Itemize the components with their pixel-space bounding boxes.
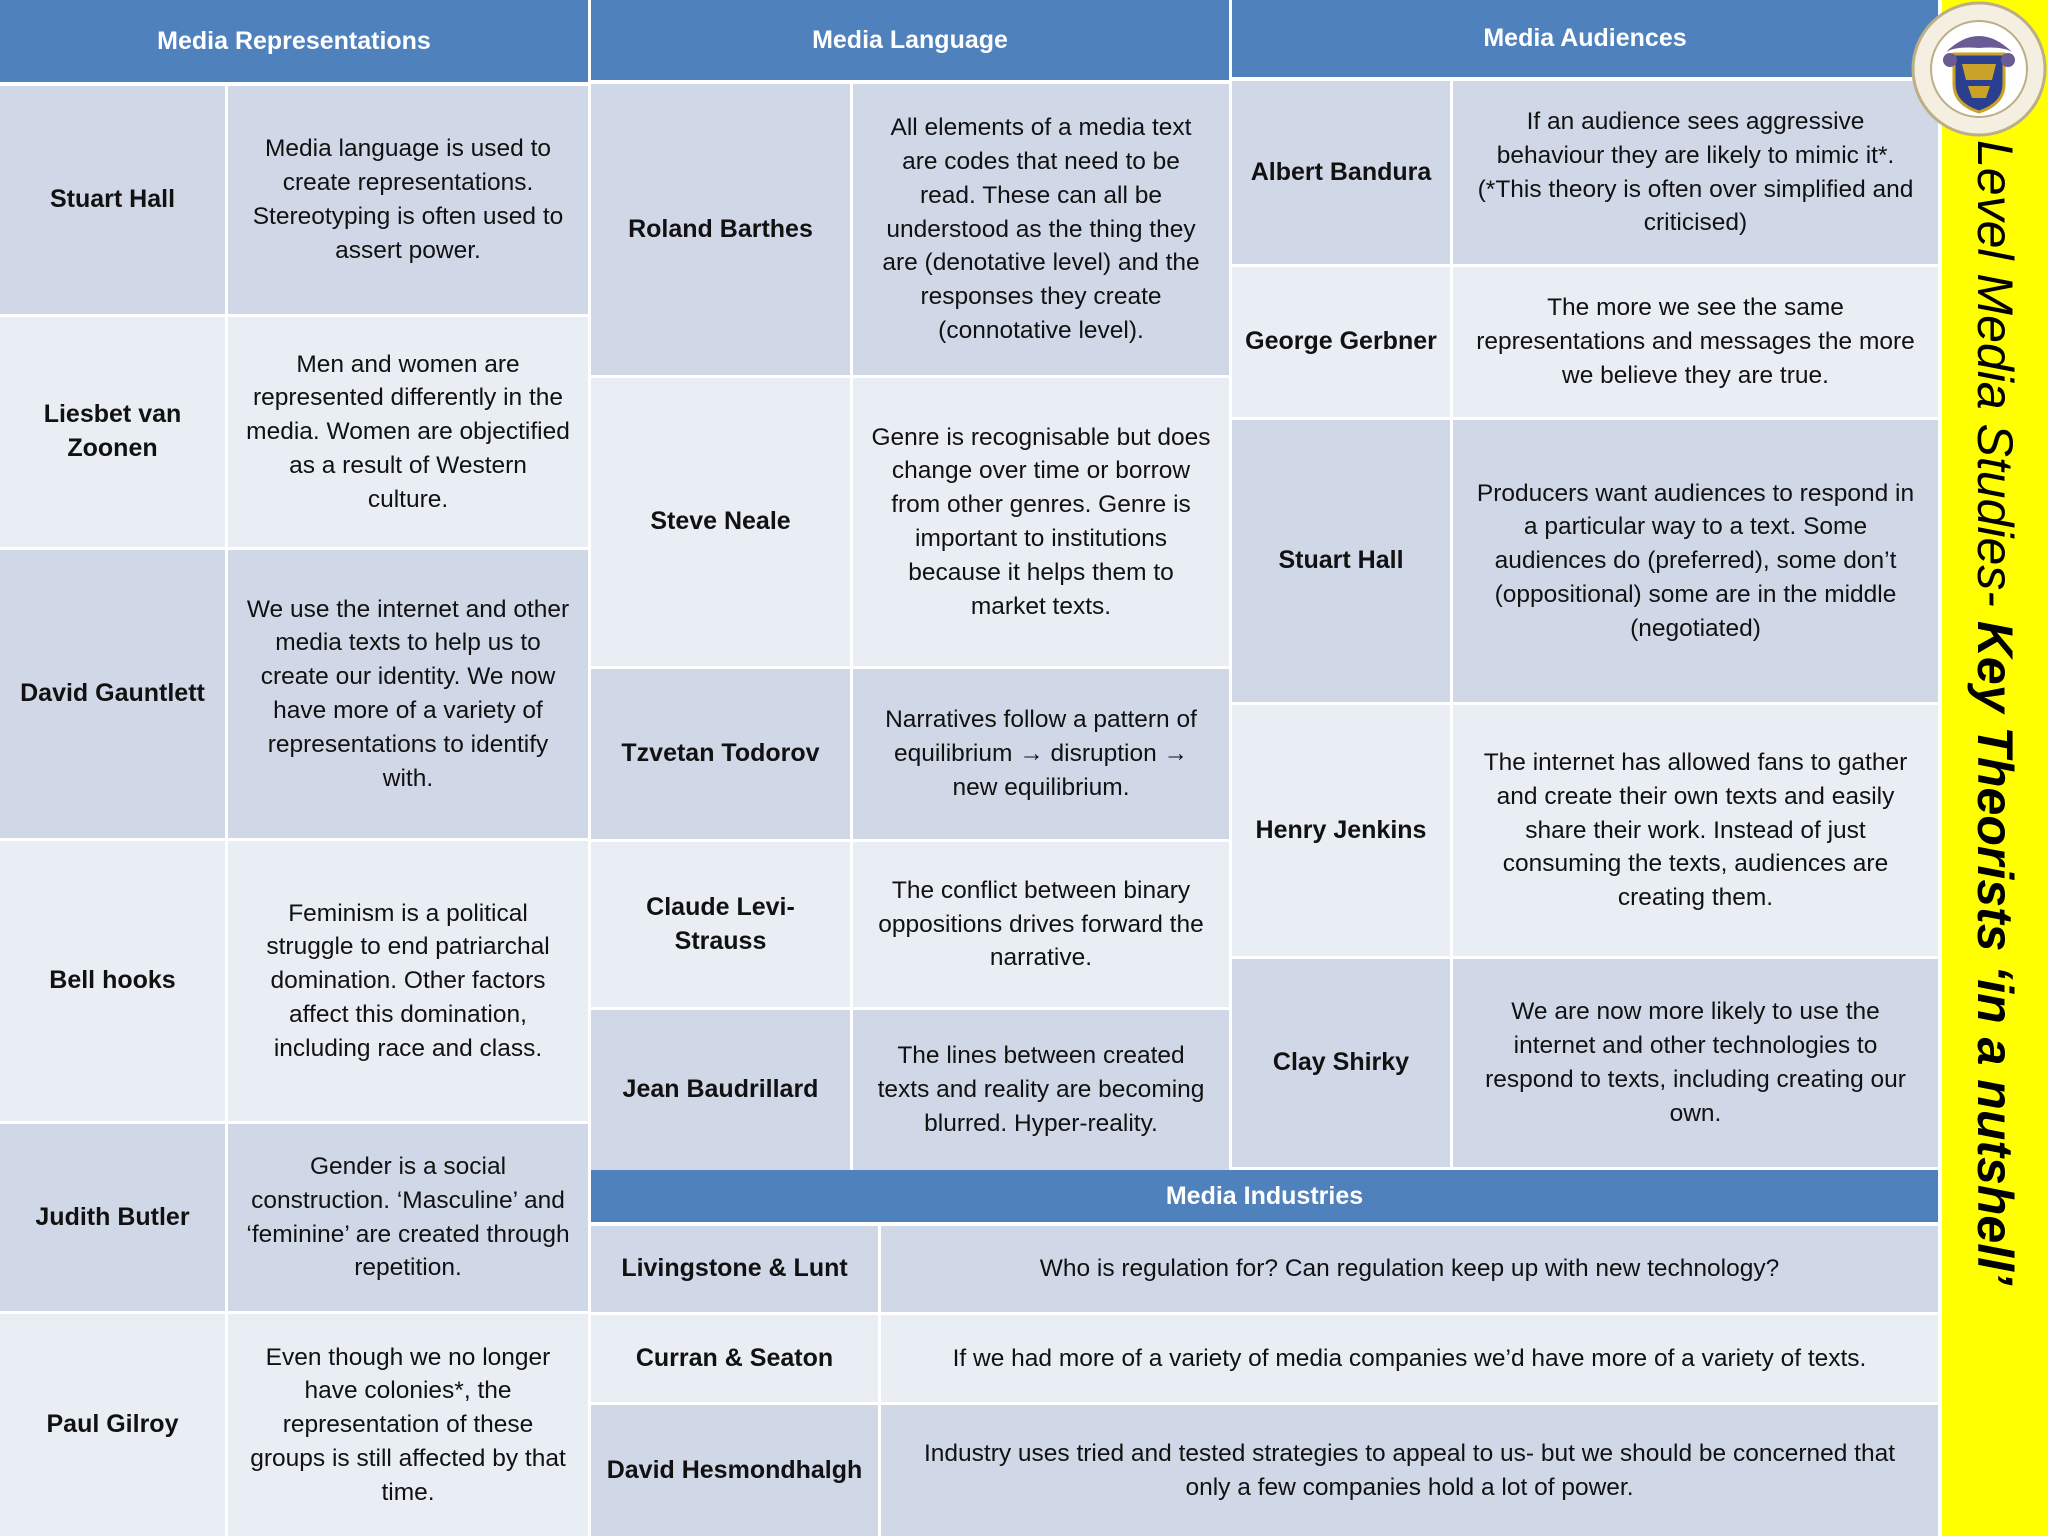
table-row bbox=[1232, 264, 1938, 417]
theorist-name: Roland Barthes bbox=[591, 84, 853, 375]
theory-summary: Producers want audiences to respond in a particular way to a text. Some audiences do (preferred), some don’t (oppositional) some are in the middle (negotiated) bbox=[1476, 479, 1915, 642]
theorist-name: Henry Jenkins bbox=[1232, 705, 1453, 956]
theory-summary: The internet has allowed fans to gather and create their own texts and easily share their work. Instead of just consuming the texts, audiences are creating them. bbox=[1483, 749, 1908, 912]
table-row bbox=[591, 1312, 1938, 1402]
theory-summary: Who is regulation for? Can regulation keep up with new technology? bbox=[1039, 1255, 1780, 1283]
theorist-name: Judith Butler bbox=[0, 1124, 228, 1311]
sidebar-title bbox=[1966, 140, 2024, 1285]
theorist-name: George Gerbner bbox=[1232, 267, 1453, 417]
theorist-name: Liesbet van Zoonen bbox=[0, 317, 228, 547]
theory-summary: Genre is recognisable but does change over time or borrow from other genres. Genre is important to institutions because it helps them to market texts. bbox=[871, 423, 1211, 620]
theory-summary: Media language is used to create representations. Stereotyping is often used to assert power. bbox=[252, 135, 564, 264]
language-panel bbox=[591, 0, 1229, 1170]
theory-summary: Men and women are represented differently in the media. Women are objectified as a result of Western culture. bbox=[246, 350, 570, 513]
table-row bbox=[0, 86, 588, 314]
theory-summary: All elements of a media text are codes that need to be read. These can all be understood as the thing they are (denotative level) and the responses they create (connotative level). bbox=[882, 114, 1200, 344]
table-row bbox=[591, 666, 1229, 839]
audiences-heading: Media Audiences bbox=[1232, 0, 1938, 77]
table-row bbox=[591, 1226, 1938, 1312]
theorist-name: Clay Shirky bbox=[1232, 959, 1453, 1167]
table-row bbox=[1232, 417, 1938, 702]
sidebar-title-prefix: Level Media Studies- bbox=[1967, 140, 2023, 607]
theorist-name: Bell hooks bbox=[0, 841, 228, 1121]
sidebar-title-emphasis: Key Theorists ‘in a nutshell’ bbox=[1967, 620, 2023, 1285]
theory-summary: Industry uses tried and tested strategies to appeal to us- but we should be concerned that only a few companies hold a lot of power. bbox=[923, 1439, 1896, 1501]
theorist-name: Paul Gilroy bbox=[0, 1314, 228, 1536]
table-row bbox=[1232, 702, 1938, 956]
table-row bbox=[0, 1121, 588, 1311]
theorist-name: David Gauntlett bbox=[0, 550, 228, 838]
language-heading: Media Language bbox=[591, 0, 1229, 80]
theory-summary: If an audience sees aggressive behaviour they are likely to mimic it*. (*This theory is often over simplified and criticised) bbox=[1477, 107, 1914, 237]
theory-summary: We use the internet and other media texts to help us to create our identity. We now have more of a variety of representations to identify with. bbox=[246, 595, 570, 792]
theorist-name: Tzvetan Todorov bbox=[591, 669, 853, 839]
theory-summary: Feminism is a political struggle to end patriarchal domination. Other factors affect this domination, including race and class. bbox=[266, 899, 550, 1062]
table-row bbox=[591, 84, 1229, 375]
theorist-name: David Hesmondhalgh bbox=[591, 1405, 881, 1536]
table-row bbox=[0, 547, 588, 838]
table-row bbox=[0, 314, 588, 547]
theory-summary: The conflict between binary oppositions drives forward the narrative. bbox=[878, 876, 1204, 972]
table-row bbox=[1232, 956, 1938, 1167]
table-row bbox=[0, 1311, 588, 1536]
representations-panel bbox=[0, 0, 588, 1536]
industries-heading: Media Industries bbox=[591, 1170, 1938, 1222]
table-row bbox=[0, 838, 588, 1121]
theory-summary: Gender is a social construction. ‘Masculine’ and ‘feminine’ are created through repetition. bbox=[246, 1152, 570, 1282]
theory-summary: If we had more of a variety of media companies we’d have more of a variety of texts. bbox=[952, 1344, 1867, 1372]
theory-summary: The more we see the same representations and messages the more we believe they are true. bbox=[1476, 294, 1915, 389]
theory-summary: Even though we no longer have colonies*, the representation of these groups is still affected by that time. bbox=[250, 1343, 566, 1506]
theorist-name: Jean Baudrillard bbox=[591, 1010, 853, 1170]
theorist-name: Curran & Seaton bbox=[591, 1315, 881, 1402]
table-row bbox=[1232, 81, 1938, 264]
theory-summary: The lines between created texts and reality are becoming blurred. Hyper-reality. bbox=[877, 1042, 1205, 1137]
theory-summary: We are now more likely to use the internet and other technologies to respond to texts, including creating our own. bbox=[1485, 998, 1906, 1127]
industries-panel bbox=[591, 1170, 1938, 1536]
theorist-name: Steve Neale bbox=[591, 378, 853, 666]
school-crest-logo bbox=[1910, 0, 2048, 138]
theorist-name: Albert Bandura bbox=[1232, 81, 1453, 264]
table-row bbox=[591, 1007, 1229, 1170]
table-row bbox=[591, 839, 1229, 1007]
audiences-panel bbox=[1232, 0, 1938, 1167]
table-row bbox=[591, 1402, 1938, 1536]
theory-summary: Narratives follow a pattern of equilibrium → disruption → new equilibrium. bbox=[885, 706, 1197, 801]
table-row bbox=[591, 375, 1229, 666]
representations-heading: Media Representations bbox=[0, 0, 588, 82]
theorist-name: Claude Levi-Strauss bbox=[591, 842, 853, 1007]
theorist-name: Stuart Hall bbox=[1232, 420, 1453, 702]
theorist-name: Livingstone & Lunt bbox=[591, 1226, 881, 1312]
theorist-name: Stuart Hall bbox=[0, 86, 228, 314]
